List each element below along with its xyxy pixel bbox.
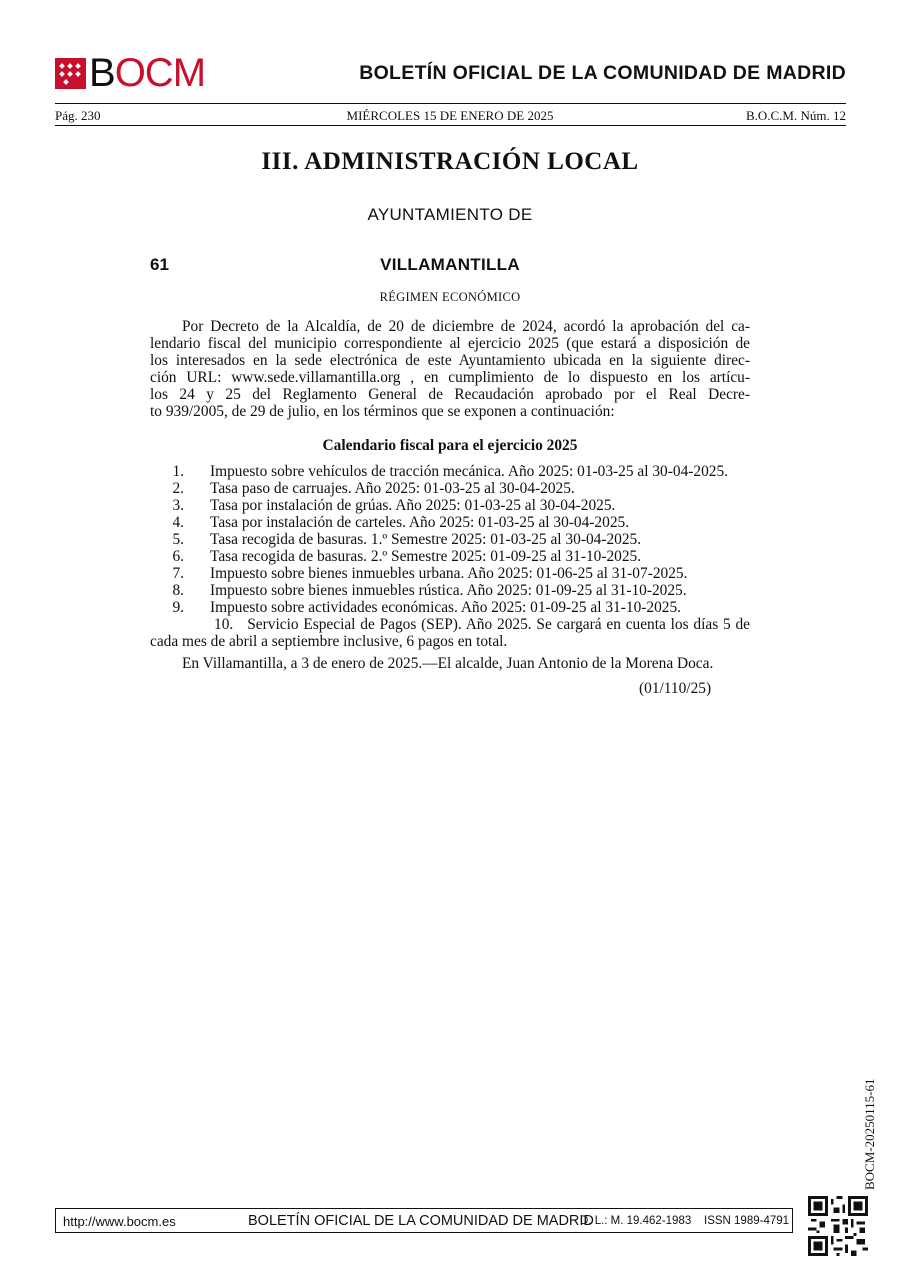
- intro-line: to 939/2005, de 29 de julio, en los términos que se exponen a continuación:: [150, 403, 615, 420]
- calendar-list: [150, 463, 750, 650]
- item-number: 2.: [172, 480, 184, 497]
- header-rule: [55, 103, 846, 104]
- item-number: 7.: [172, 565, 184, 582]
- issue-number: B.O.C.M. Núm. 12: [745, 108, 846, 123]
- item-text: Servicio Especial de Pagos (SEP). Año 2025. Se cargará en cuenta los días 5 de cada mes de abril a septiembre inclusive, 6 pagos en total.: [150, 616, 750, 650]
- item-text: Tasa por instalación de grúas. Año 2025: 01-03-25 al 30-04-2025.: [210, 497, 616, 514]
- logo-text: BOCM: [89, 51, 206, 95]
- topic-heading: RÉGIMEN ECONÓMICO: [379, 290, 521, 304]
- list-item: [150, 548, 750, 565]
- list-item: [150, 531, 750, 548]
- item-text: Tasa recogida de basuras. 2.º Semestre 2025: 01-09-25 al 31-10-2025.: [210, 548, 642, 565]
- footer-bar: [55, 1208, 793, 1233]
- item-number: 6.: [172, 548, 184, 565]
- item-text: Tasa por instalación de carteles. Año 2025: 01-03-25 al 30-04-2025.: [210, 514, 630, 531]
- item-text: Tasa recogida de basuras. 1.º Semestre 2025: 01-03-25 al 30-04-2025.: [210, 531, 642, 548]
- list-item: [150, 599, 750, 616]
- closing-signature: En Villamantilla, a 3 de enero de 2025.—El alcalde, Juan Antonio de la Morena Doca.: [182, 655, 714, 672]
- item-number: 4.: [172, 514, 184, 531]
- town-heading: VILLAMANTILLA: [380, 255, 520, 274]
- header-title: BOLETÍN OFICIAL DE LA COMUNIDAD DE MADRID: [359, 62, 846, 84]
- item-number: 3.: [172, 497, 184, 514]
- madrid-flag-icon: [55, 58, 86, 89]
- reference-code: (01/110/25): [639, 680, 712, 697]
- calendar-title: Calendario fiscal para el ejercicio 2025: [322, 437, 578, 454]
- footer-title: BOLETÍN OFICIAL DE LA COMUNIDAD DE MADRID: [248, 1213, 594, 1229]
- intro-line: ción URL: www.sede.villamantilla.org , en cumplimiento de lo dispuesto en los artícu-: [150, 369, 750, 386]
- footer-url[interactable]: http://www.bocm.es: [63, 1214, 176, 1229]
- side-code: BOCM-20250115-61: [862, 1078, 877, 1190]
- item-number: 9.: [172, 599, 184, 616]
- list-item: [150, 514, 750, 531]
- item-text: Impuesto sobre bienes inmuebles urbana. Año 2025: 01-06-25 al 31-07-2025.: [210, 565, 688, 582]
- item-number: 5.: [172, 531, 184, 548]
- intro-line: los 24 y 25 del Reglamento General de Recaudación aprobado por el Real Decre-: [150, 386, 750, 403]
- item-text: Impuesto sobre actividades económicas. Año 2025: 01-09-25 al 31-10-2025.: [210, 599, 682, 616]
- subheader-rule: [55, 125, 846, 126]
- intro-paragraph: [150, 318, 750, 420]
- list-item: [150, 480, 750, 497]
- list-item: [150, 616, 750, 650]
- item-text: Impuesto sobre bienes inmuebles rústica. Año 2025: 01-09-25 al 31-10-2025.: [210, 582, 687, 599]
- item-number: 8.: [172, 582, 184, 599]
- item-text: Tasa paso de carruajes. Año 2025: 01-03-25 al 30-04-2025.: [210, 480, 575, 497]
- intro-line: Por Decreto de la Alcaldía, de 20 de diciembre de 2024, acordó la aprobación del ca-: [182, 318, 750, 335]
- qr-code-icon: [808, 1196, 868, 1256]
- list-item: [150, 497, 750, 514]
- footer-legal-deposit: D. L.: M. 19.462-1983: [580, 1215, 692, 1227]
- intro-line: los interesados en la sede electrónica de este Ayuntamiento ubicada en la siguiente direc-: [150, 352, 750, 369]
- item-number: 10.: [214, 616, 234, 633]
- intro-line: lendario fiscal del municipio correspondiente al ejercicio 2025 (que estará a disposición de: [150, 335, 750, 352]
- list-item: [150, 582, 750, 599]
- section-title: III. ADMINISTRACIÓN LOCAL: [261, 148, 639, 175]
- list-item: [150, 565, 750, 582]
- item-number: 1.: [172, 463, 184, 480]
- bocm-logo: [55, 51, 206, 95]
- issue-date: MIÉRCOLES 15 DE ENERO DE 2025: [346, 108, 554, 123]
- ayuntamiento-heading: AYUNTAMIENTO DE: [367, 205, 533, 224]
- page-number: Pág. 230: [55, 108, 101, 123]
- list-item: [150, 463, 750, 480]
- item-text: Impuesto sobre vehículos de tracción mecánica. Año 2025: 01-03-25 al 30-04-2025.: [210, 463, 729, 480]
- footer-issn: ISSN 1989-4791: [704, 1215, 790, 1227]
- entry-number: 61: [150, 255, 169, 274]
